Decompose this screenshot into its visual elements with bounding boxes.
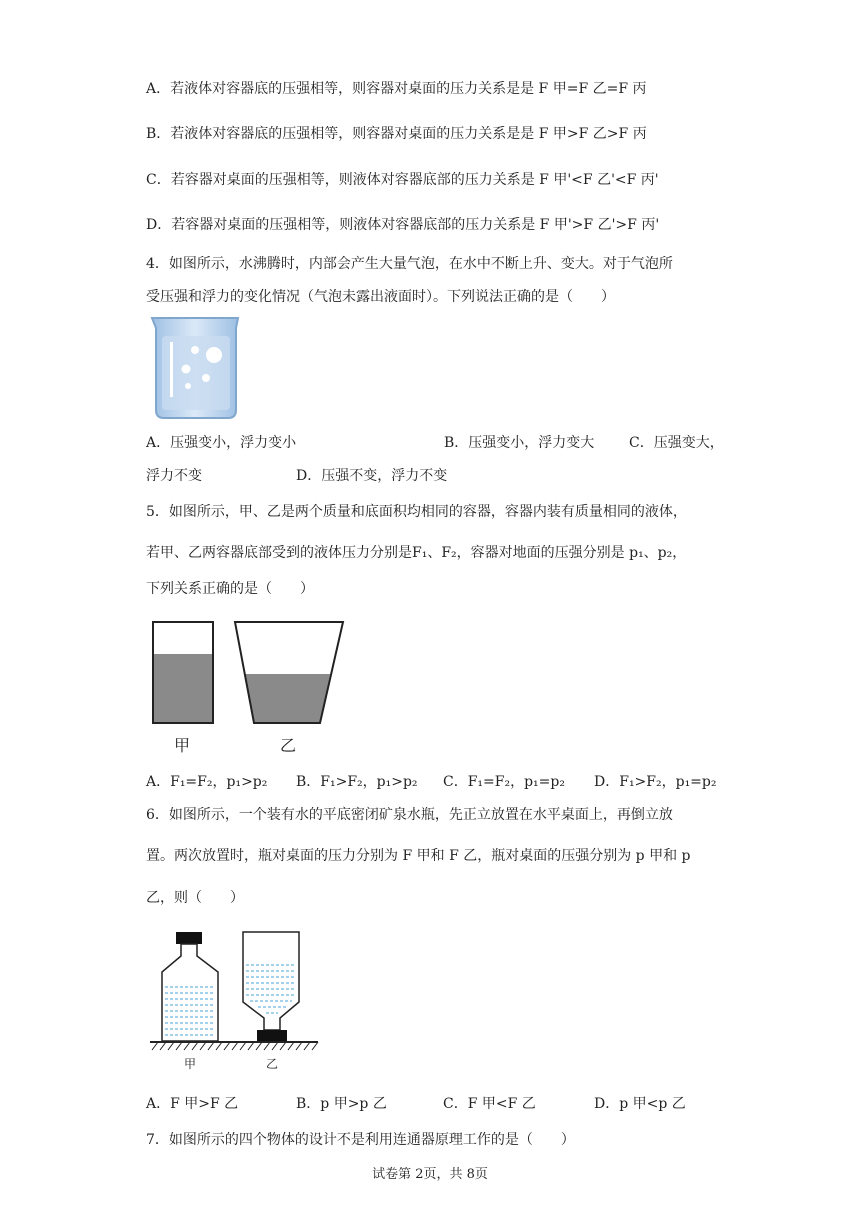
bottle-cap-yi [257,1030,287,1042]
q4-option-d: D．压强不变，浮力不变 [296,468,448,484]
container-yi-liquid [244,674,330,723]
q4-option-c: C．压强变大， [629,435,724,451]
q6-stem-line1: 6．如图所示，一个装有水的平底密闭矿泉水瓶，先正立放置在水平桌面上，再倒立放 [146,807,673,823]
bottle-yi [243,932,299,1030]
container-jia-liquid [153,654,213,723]
bubble-icon [202,374,210,382]
bubble-icon [185,383,191,389]
q5-option-c: C．F₁=F₂，p₁=p₂ [443,774,565,790]
q4-option-a: A．压强变小，浮力变小 [146,435,297,451]
q4-option-c-cont: 浮力不变 [146,468,202,484]
bubble-icon [206,347,222,363]
q6-stem-line2: 置。两次放置时，瓶对桌面的压力分别为 F 甲和 F 乙，瓶对桌面的压强分别为 p 甲和 p [146,848,691,864]
q4-option-b: B．压强变小，浮力变大 [444,435,595,451]
q5-option-b: B．F₁>F₂，p₁>p₂ [296,774,418,790]
q5-stem-line2: 若甲、乙两容器底部受到的液体压力分别是F₁、F₂，容器对地面的压强分别是 p₁、p₂， [146,545,687,561]
bubble-icon [191,346,199,354]
q6-label-jia: 甲 [184,1057,197,1071]
q5-stem-line1: 5．如图所示，甲、乙是两个质量和底面积均相同的容器，容器内装有质量相同的液体， [146,504,687,520]
q5-label-yi: 乙 [280,736,297,755]
q7-stem-line1: 7．如图所示的四个物体的设计不是利用连通器原理工作的是（ ） [146,1132,575,1148]
q3-option-a: A．若液体对容器底的压强相等，则容器对桌面的压力关系是是 F 甲=F 乙=F 丙 [146,81,647,97]
bottle-cap-jia [176,932,202,944]
q5-option-a: A．F₁=F₂，p₁>p₂ [146,774,268,790]
q6-option-c: C．F 甲<F 乙 [443,1096,536,1112]
q6-option-b: B．p 甲>p 乙 [296,1096,387,1112]
q3-option-d: D．若容器对桌面的压强相等，则液体对容器底部的压力关系是 F 甲'>F 乙'>F 丙' [146,217,660,233]
beaker-highlight [170,342,173,397]
q5-stem-line3: 下列关系正确的是（ ） [146,581,314,597]
q6-option-d: D．p 甲<p 乙 [594,1096,686,1112]
q4-stem-line2: 受压强和浮力的变化情况（气泡未露出液面时）。下列说法正确的是（ ） [146,289,615,305]
containers-figure [148,618,348,730]
q5-option-d: D．F₁>F₂，p₁=p₂ [594,774,717,790]
bubble-icon [182,365,191,374]
q6-stem-line3: 乙，则（ ） [146,890,244,906]
q3-option-c: C．若容器对桌面的压强相等，则液体对容器底部的压力关系是 F 甲'<F 乙'<F 丙' [146,172,659,188]
page-footer: 试卷第 2页，共 8页 [372,1167,488,1182]
q6-option-a: A．F 甲>F 乙 [146,1096,239,1112]
q3-option-b: B．若液体对容器底的压强相等，则容器对桌面的压力关系是是 F 甲>F 乙>F 丙 [146,126,647,142]
boiling-beaker-figure [146,314,246,422]
bottles-figure [146,928,322,1056]
q5-label-jia: 甲 [174,736,191,755]
q4-stem-line1: 4．如图所示，水沸腾时，内部会产生大量气泡，在水中不断上升、变大。对于气泡所 [146,256,673,272]
q6-label-yi: 乙 [266,1057,279,1071]
